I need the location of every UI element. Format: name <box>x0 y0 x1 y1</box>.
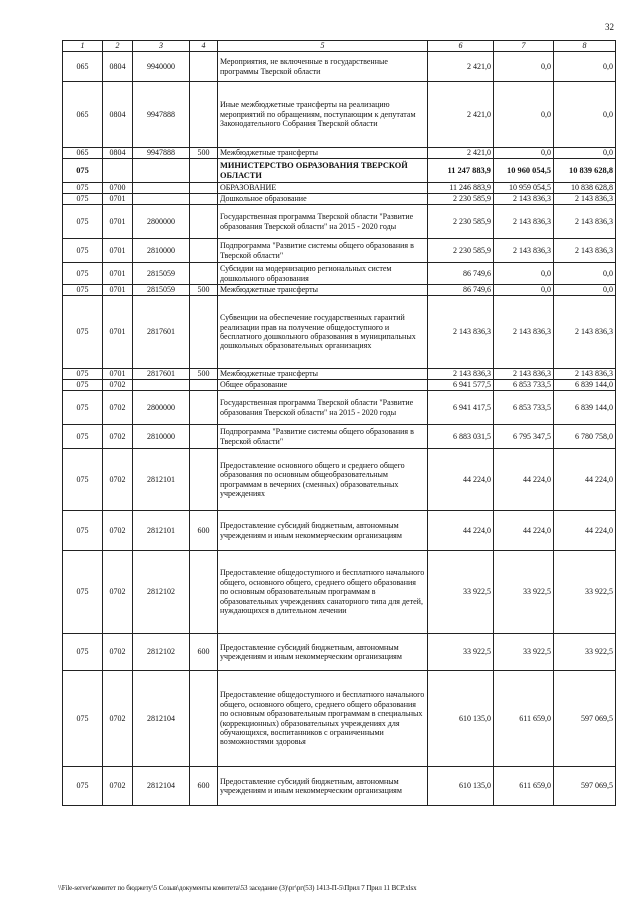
section-code-cell: 0702 <box>103 391 133 425</box>
amount-col7-cell: 10 960 054,5 <box>494 159 554 183</box>
description-cell: Подпрограмма "Развитие системы общего образования в Тверской области" <box>218 425 428 449</box>
amount-col6-cell: 610 135,0 <box>428 767 494 806</box>
target-article-cell: 9940000 <box>133 52 190 82</box>
expense-type-cell <box>190 205 218 239</box>
amount-col8-cell: 6 839 144,0 <box>554 391 616 425</box>
section-code-cell: 0701 <box>103 285 133 296</box>
section-code-cell: 0804 <box>103 148 133 159</box>
amount-col6-cell: 11 246 883,9 <box>428 183 494 194</box>
amount-col7-cell: 2 143 836,3 <box>494 369 554 380</box>
target-article-cell: 2800000 <box>133 391 190 425</box>
amount-col7-cell: 611 659,0 <box>494 671 554 767</box>
amount-col6-cell: 33 922,5 <box>428 551 494 634</box>
grbs-code-cell: 075 <box>63 285 103 296</box>
expense-type-cell <box>190 425 218 449</box>
amount-col8-cell: 0,0 <box>554 148 616 159</box>
expense-type-cell <box>190 82 218 148</box>
expense-type-cell <box>190 194 218 205</box>
amount-col8-cell: 6 780 758,0 <box>554 425 616 449</box>
description-cell: Межбюджетные трансферты <box>218 369 428 380</box>
expense-type-cell <box>190 159 218 183</box>
amount-col7-cell: 2 143 836,3 <box>494 239 554 263</box>
target-article-cell: 2810000 <box>133 425 190 449</box>
budget-table <box>62 40 616 806</box>
section-code-cell: 0702 <box>103 380 133 391</box>
column-header: 1 <box>63 41 103 52</box>
amount-col6-cell: 2 230 585,9 <box>428 194 494 205</box>
table-row <box>63 511 616 551</box>
section-code-cell: 0804 <box>103 82 133 148</box>
expense-type-cell <box>190 296 218 369</box>
description-cell: Предоставление общедоступного и бесплатного начального общего, основного общего, среднего общего образования по основным образовательным программам в образовательных учреждениях санаторного типа для детей, нуждающихся в длительном лечении <box>218 551 428 634</box>
expense-type-cell <box>190 391 218 425</box>
amount-col6-cell: 44 224,0 <box>428 511 494 551</box>
grbs-code-cell: 075 <box>63 671 103 767</box>
table-row <box>63 551 616 634</box>
target-article-cell: 2815059 <box>133 285 190 296</box>
grbs-code-cell: 075 <box>63 263 103 285</box>
section-code-cell: 0701 <box>103 296 133 369</box>
section-code-cell: 0701 <box>103 239 133 263</box>
amount-col7-cell: 0,0 <box>494 263 554 285</box>
expense-type-cell <box>190 239 218 263</box>
table-row <box>63 634 616 671</box>
amount-col7-cell: 33 922,5 <box>494 634 554 671</box>
expense-type-cell <box>190 551 218 634</box>
description-cell: МИНИСТЕРСТВО ОБРАЗОВАНИЯ ТВЕРСКОЙ ОБЛАСТИ <box>218 159 428 183</box>
description-cell: Предоставление основного общего и среднего общего образования по основным общеобразовательным программам в вечерних (сменных) образовательных учреждениях <box>218 449 428 511</box>
expense-type-cell <box>190 671 218 767</box>
target-article-cell: 2815059 <box>133 263 190 285</box>
amount-col8-cell: 33 922,5 <box>554 551 616 634</box>
amount-col6-cell: 86 749,6 <box>428 263 494 285</box>
amount-col8-cell: 44 224,0 <box>554 511 616 551</box>
description-cell: Дошкольное образование <box>218 194 428 205</box>
amount-col8-cell: 10 838 628,8 <box>554 183 616 194</box>
amount-col8-cell: 33 922,5 <box>554 634 616 671</box>
amount-col8-cell: 44 224,0 <box>554 449 616 511</box>
target-article-cell: 2812104 <box>133 671 190 767</box>
table-row <box>63 380 616 391</box>
description-cell: Межбюджетные трансферты <box>218 148 428 159</box>
amount-col6-cell: 33 922,5 <box>428 634 494 671</box>
target-article-cell: 9947888 <box>133 82 190 148</box>
grbs-code-cell: 075 <box>63 391 103 425</box>
column-header: 3 <box>133 41 190 52</box>
grbs-code-cell: 075 <box>63 205 103 239</box>
description-cell: Предоставление субсидий бюджетным, автономным учреждениям и иным некоммерческим организациям <box>218 511 428 551</box>
target-article-cell: 2817601 <box>133 296 190 369</box>
table-row <box>63 369 616 380</box>
target-article-cell: 2817601 <box>133 369 190 380</box>
section-code-cell: 0700 <box>103 183 133 194</box>
grbs-code-cell: 075 <box>63 511 103 551</box>
amount-col7-cell: 6 853 733,5 <box>494 391 554 425</box>
grbs-code-cell: 065 <box>63 82 103 148</box>
table-row <box>63 671 616 767</box>
section-code-cell: 0702 <box>103 767 133 806</box>
description-cell: Предоставление субсидий бюджетным, автономным учреждениям и иным некоммерческим организациям <box>218 767 428 806</box>
table-row <box>63 296 616 369</box>
description-cell: Межбюджетные трансферты <box>218 285 428 296</box>
grbs-code-cell: 075 <box>63 767 103 806</box>
grbs-code-cell: 075 <box>63 159 103 183</box>
header-row <box>63 41 616 52</box>
section-code-cell: 0702 <box>103 425 133 449</box>
table-row <box>63 183 616 194</box>
section-code-cell <box>103 159 133 183</box>
description-cell: Общее образование <box>218 380 428 391</box>
amount-col8-cell: 0,0 <box>554 52 616 82</box>
amount-col7-cell: 0,0 <box>494 148 554 159</box>
grbs-code-cell: 075 <box>63 425 103 449</box>
grbs-code-cell: 075 <box>63 380 103 391</box>
expense-type-cell: 600 <box>190 767 218 806</box>
expense-type-cell: 600 <box>190 511 218 551</box>
amount-col6-cell: 11 247 883,9 <box>428 159 494 183</box>
table-row <box>63 391 616 425</box>
amount-col8-cell: 2 143 836,3 <box>554 194 616 205</box>
column-header: 6 <box>428 41 494 52</box>
description-cell: Государственная программа Тверской области "Развитие образования Тверской области" на 2015 - 2020 годы <box>218 391 428 425</box>
amount-col6-cell: 2 421,0 <box>428 148 494 159</box>
amount-col6-cell: 6 883 031,5 <box>428 425 494 449</box>
expense-type-cell: 500 <box>190 369 218 380</box>
grbs-code-cell: 075 <box>63 551 103 634</box>
amount-col8-cell: 2 143 836,3 <box>554 369 616 380</box>
page-number: 32 <box>605 22 614 32</box>
target-article-cell: 2812102 <box>133 551 190 634</box>
amount-col6-cell: 44 224,0 <box>428 449 494 511</box>
description-cell: Мероприятия, не включенные в государственные программы Тверской области <box>218 52 428 82</box>
description-cell: Предоставление общедоступного и бесплатного начального общего, основного общего, среднего общего образования по основным образовательным программам в специальных (коррекционных) образовательных учреждениях для обучающихся, воспитанников с ограниченными возможностями здоровья <box>218 671 428 767</box>
expense-type-cell <box>190 263 218 285</box>
file-path-footer: \\File-server\комитет по бюджету\5 Созыв\документы комитета\53 заседание (3)\рг\рг(53) 1413-П-5\Прил 7 Прил 11 ВСР.xlsx <box>58 884 417 892</box>
expense-type-cell: 600 <box>190 634 218 671</box>
expense-type-cell <box>190 183 218 194</box>
amount-col7-cell: 44 224,0 <box>494 511 554 551</box>
table-row <box>63 82 616 148</box>
description-cell: Субвенции на обеспечение государственных гарантий реализации прав на получение общедоступного и бесплатного дошкольного образования в муниципальных дошкольных образовательных организациях <box>218 296 428 369</box>
amount-col8-cell: 597 069,5 <box>554 671 616 767</box>
amount-col8-cell: 2 143 836,3 <box>554 239 616 263</box>
amount-col6-cell: 6 941 417,5 <box>428 391 494 425</box>
column-header: 4 <box>190 41 218 52</box>
grbs-code-cell: 075 <box>63 369 103 380</box>
section-code-cell: 0702 <box>103 449 133 511</box>
amount-col8-cell: 0,0 <box>554 263 616 285</box>
target-article-cell <box>133 183 190 194</box>
description-cell: Предоставление субсидий бюджетным, автономным учреждениям и иным некоммерческим организациям <box>218 634 428 671</box>
table-row <box>63 52 616 82</box>
table-row <box>63 148 616 159</box>
amount-col8-cell: 0,0 <box>554 285 616 296</box>
amount-col7-cell: 6 795 347,5 <box>494 425 554 449</box>
description-cell: Иные межбюджетные трансферты на реализацию мероприятий по обращениям, поступающим к депутатам Законодательного Собрания Тверской области <box>218 82 428 148</box>
section-code-cell: 0701 <box>103 263 133 285</box>
table-row <box>63 239 616 263</box>
amount-col6-cell: 2 421,0 <box>428 82 494 148</box>
amount-col6-cell: 86 749,6 <box>428 285 494 296</box>
description-cell: ОБРАЗОВАНИЕ <box>218 183 428 194</box>
section-code-cell: 0702 <box>103 634 133 671</box>
target-article-cell: 2812101 <box>133 449 190 511</box>
section-code-cell: 0804 <box>103 52 133 82</box>
expense-type-cell: 500 <box>190 285 218 296</box>
target-article-cell <box>133 380 190 391</box>
table-row <box>63 285 616 296</box>
amount-col7-cell: 0,0 <box>494 285 554 296</box>
grbs-code-cell: 075 <box>63 634 103 671</box>
amount-col7-cell: 2 143 836,3 <box>494 296 554 369</box>
table-row <box>63 159 616 183</box>
column-header: 2 <box>103 41 133 52</box>
table-row <box>63 263 616 285</box>
target-article-cell: 2810000 <box>133 239 190 263</box>
section-code-cell: 0702 <box>103 671 133 767</box>
grbs-code-cell: 075 <box>63 183 103 194</box>
expense-type-cell: 500 <box>190 148 218 159</box>
amount-col6-cell: 610 135,0 <box>428 671 494 767</box>
grbs-code-cell: 075 <box>63 296 103 369</box>
section-code-cell: 0701 <box>103 194 133 205</box>
expense-type-cell <box>190 449 218 511</box>
target-article-cell: 9947888 <box>133 148 190 159</box>
target-article-cell: 2812104 <box>133 767 190 806</box>
target-article-cell: 2812101 <box>133 511 190 551</box>
column-header: 7 <box>494 41 554 52</box>
section-code-cell: 0701 <box>103 369 133 380</box>
expense-type-cell <box>190 52 218 82</box>
amount-col8-cell: 10 839 628,8 <box>554 159 616 183</box>
target-article-cell <box>133 194 190 205</box>
column-header: 8 <box>554 41 616 52</box>
amount-col7-cell: 6 853 733,5 <box>494 380 554 391</box>
description-cell: Субсидии на модернизацию региональных систем дошкольного образования <box>218 263 428 285</box>
target-article-cell <box>133 159 190 183</box>
amount-col7-cell: 33 922,5 <box>494 551 554 634</box>
amount-col7-cell: 0,0 <box>494 82 554 148</box>
section-code-cell: 0702 <box>103 511 133 551</box>
grbs-code-cell: 075 <box>63 239 103 263</box>
amount-col8-cell: 2 143 836,3 <box>554 296 616 369</box>
amount-col6-cell: 2 143 836,3 <box>428 296 494 369</box>
amount-col6-cell: 6 941 577,5 <box>428 380 494 391</box>
description-cell: Подпрограмма "Развитие системы общего образования в Тверской области" <box>218 239 428 263</box>
section-code-cell: 0701 <box>103 205 133 239</box>
amount-col7-cell: 2 143 836,3 <box>494 194 554 205</box>
grbs-code-cell: 065 <box>63 148 103 159</box>
amount-col7-cell: 10 959 054,5 <box>494 183 554 194</box>
table-row <box>63 205 616 239</box>
amount-col7-cell: 611 659,0 <box>494 767 554 806</box>
column-header: 5 <box>218 41 428 52</box>
amount-col6-cell: 2 421,0 <box>428 52 494 82</box>
description-cell: Государственная программа Тверской области "Развитие образования Тверской области" на 2015 - 2020 годы <box>218 205 428 239</box>
target-article-cell: 2800000 <box>133 205 190 239</box>
amount-col6-cell: 2 230 585,9 <box>428 239 494 263</box>
grbs-code-cell: 075 <box>63 194 103 205</box>
target-article-cell: 2812102 <box>133 634 190 671</box>
section-code-cell: 0702 <box>103 551 133 634</box>
amount-col6-cell: 2 143 836,3 <box>428 369 494 380</box>
table-row <box>63 194 616 205</box>
amount-col8-cell: 2 143 836,3 <box>554 205 616 239</box>
table-row <box>63 449 616 511</box>
grbs-code-cell: 065 <box>63 52 103 82</box>
amount-col7-cell: 0,0 <box>494 52 554 82</box>
table-row <box>63 425 616 449</box>
amount-col8-cell: 6 839 144,0 <box>554 380 616 391</box>
amount-col8-cell: 0,0 <box>554 82 616 148</box>
expense-type-cell <box>190 380 218 391</box>
amount-col6-cell: 2 230 585,9 <box>428 205 494 239</box>
grbs-code-cell: 075 <box>63 449 103 511</box>
amount-col7-cell: 2 143 836,3 <box>494 205 554 239</box>
amount-col8-cell: 597 069,5 <box>554 767 616 806</box>
amount-col7-cell: 44 224,0 <box>494 449 554 511</box>
table-row <box>63 767 616 806</box>
